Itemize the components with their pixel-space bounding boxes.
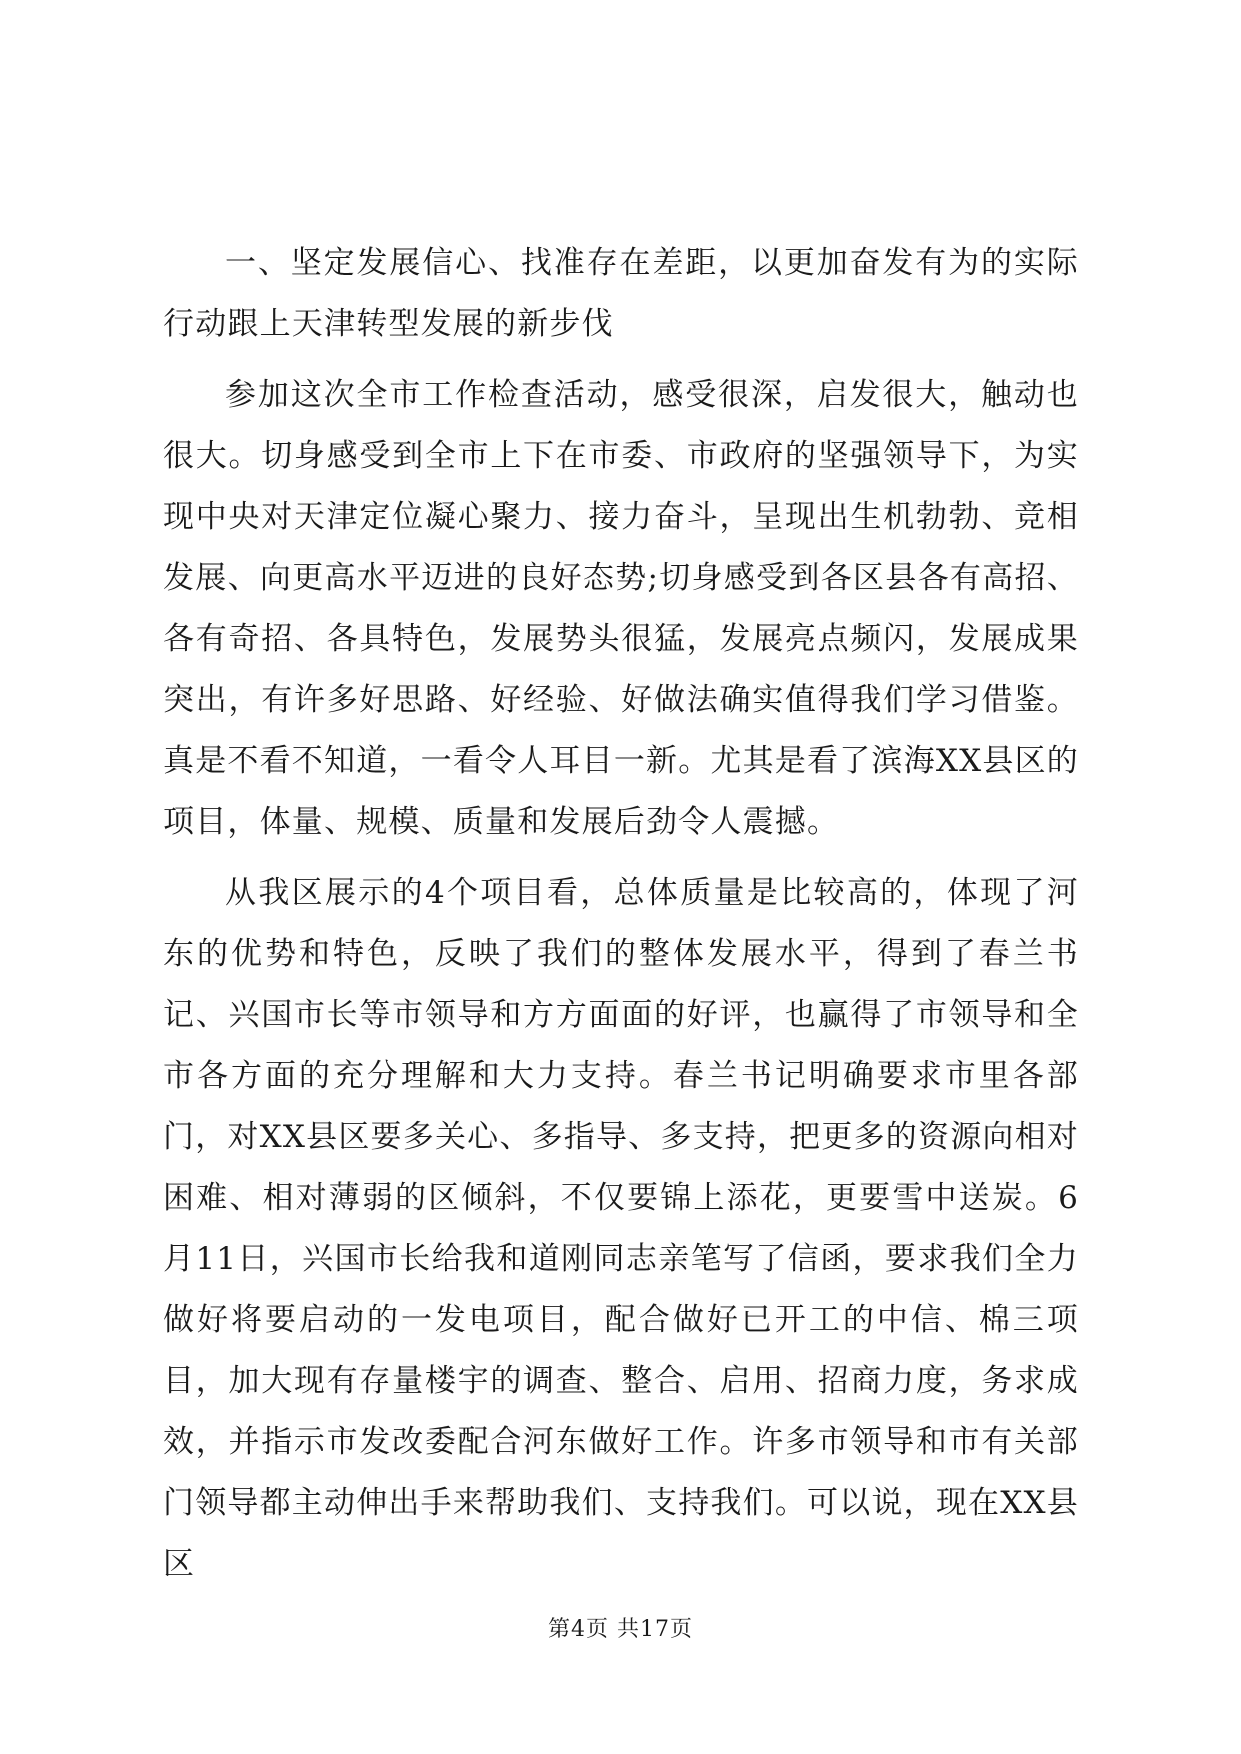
page-number-footer: 第4页 共17页 (548, 1617, 693, 1642)
paragraph: 从我区展示的4个项目看，总体质量是比较高的，体现了河东的优势和特色，反映了我们的整体发展水平，得到了春兰书记、兴国市长等市领导和方方面面的好评，也赢得了市领导和全市各方面的充分理解和大力支持。春兰书记明确要求市里各部门，对XX县区要多关心、多指导、多支持，把更多的资源向相对困难、相对薄弱的区倾斜，不仅要锦上添花，更要雪中送炭。6月11日，兴国市长给我和道刚同志亲笔写了信函，要求我们全力做好将要启动的一发电项目，配合做好已开工的中信、棉三项目，加大现有存量楼宇的调查、整合、启用、招商力度，务求成效，并指示市发改委配合河东做好工作。许多市领导和市有关部门领导都主动伸出手来帮助我们、支持我们。可以说，现在XX县区 (163, 875, 1079, 1582)
paragraph: 参加这次全市工作检查活动，感受很深，启发很大，触动也很大。切身感受到全市上下在市委、市政府的坚强领导下，为实现中央对天津定位凝心聚力、接力奋斗，呈现出生机勃勃、竞相发展、向更高水平迈进的良好态势;切身感受到各区县各有高招、各有奇招、各具特色，发展势头很猛，发展亮点频闪，发展成果突出，有许多好思路、好经验、好做法确实值得我们学习借鉴。真是不看不知道，一看令人耳目一新。尤其是看了滨海XX县区的项目，体量、规模、质量和发展后劲令人震撼。 (163, 377, 1079, 840)
section-heading: 一、坚定发展信心、找准存在差距，以更加奋发有为的实际行动跟上天津转型发展的新步伐 (163, 245, 1079, 342)
document-body (163, 233, 1079, 1595)
